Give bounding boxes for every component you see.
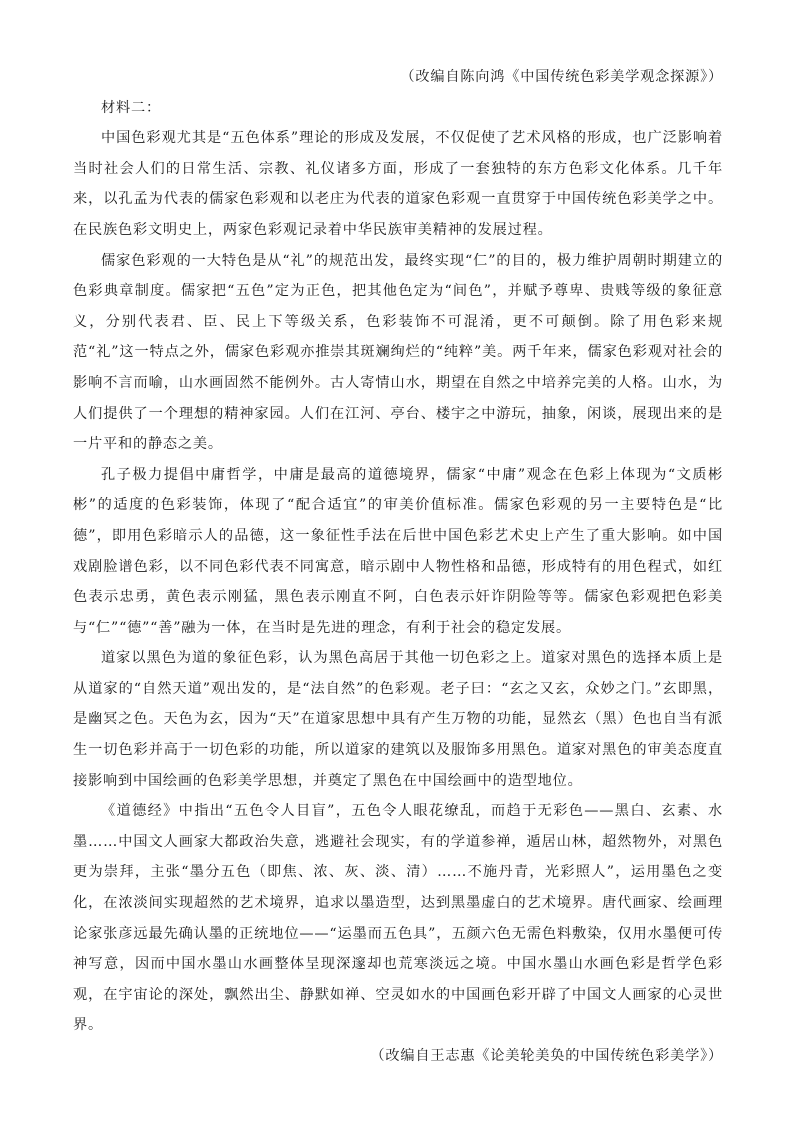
source-citation-bottom: （改编自王志惠《论美轮美奂的中国传统色彩美学》） (370, 1048, 723, 1064)
document-page (73, 62, 723, 1072)
paragraph-1: 中国色彩观尤其是“五色体系”理论的形成及发展，不仅促使了艺术风格的形成，也广泛影响着当时社会人们的日常生活、宗教、礼仪诸多方面，形成了一套独特的东方色彩文化体系。几千年来，以孔孟为代表的儒家色彩观和以老庄为代表的道家色彩观一直贯穿于中国传统色彩美学之中。在民族色彩文明史上，两家色彩观记录着中华民族审美精神的发展过程。 (73, 130, 723, 238)
source-citation-top: （改编自陈向鸿《中国传统色彩美学观念探源》） (400, 69, 723, 85)
paragraph-4: 道家以黑色为道的象征色彩，认为黑色高居于其他一切色彩之上。道家对黑色的选择本质上是从道家的“自然天道”观出发的，是“法自然”的色彩观。老子曰：“玄之又玄，众妙之门。”玄即黑，是幽冥之色。天色为玄，因为“天”在道家思想中具有产生万物的功能，显然玄（黑）色也自当有派生一切色彩并高于一切色彩的功能，所以道家的建筑以及服饰多用黑色。道家对黑色的审美态度直接影响到中国绘画的色彩美学思想，并奠定了黑色在中国绘画中的造型地位。 (73, 650, 723, 789)
paragraph-3: 孔子极力提倡中庸哲学，中庸是最高的道德境界，儒家“中庸”观念在色彩上体现为“文质彬彬”的适度的色彩装饰，体现了“配合适宜”的审美价值标准。儒家色彩观的另一主要特色是“比德”，即用色彩暗示人的品德，这一象征性手法在后世中国色彩艺术史上产生了重大影响。如中国戏剧脸谱色彩，以不同色彩代表不同寓意，暗示剧中人物性格和品德，形成特有的用色程式，如红色表示忠勇，黄色表示刚猛，黑色表示刚直不阿，白色表示奸诈阴险等等。儒家色彩观把色彩美与“仁”“德”“善”融为一体，在当时是先进的理念，有利于社会的稳定发展。 (73, 466, 723, 636)
paragraph-2: 儒家色彩观的一大特色是从“礼”的规范出发，最终实现“仁”的目的，极力维护周朝时期建立的色彩典章制度。儒家把“五色”定为正色，把其他色定为“间色”，并赋予尊卑、贵贱等级的象征意义，分别代表君、臣、民上下等级关系，色彩装饰不可混淆，更不可颠倒。除了用色彩来规范“礼”这一特点之外，儒家色彩观亦推崇其斑斓绚烂的“纯粹”美。两千年来，儒家色彩观对社会的影响不言而喻，山水画固然不能例外。古人寄情山水，期望在自然之中培养完美的人格。山水，为人们提供了一个理想的精神家园。人们在江河、亭台、楼宇之中游玩，抽象，闲谈，展现出来的是一片平和的静态之美。 (73, 252, 723, 453)
paragraph-5: 《道德经》中指出“五色令人目盲”，五色令人眼花缭乱，而趋于无彩色——黑白、玄素、水墨……中国文人画家大都政治失意，逃避社会现实，有的学道参禅，遁居山林，超然物外，对黑色更为崇拜，主张“墨分五色（即焦、浓、灰、淡、清）……不施丹青，光彩照人”，运用墨色之变化，在浓淡间实现超然的艺术境界，追求以墨造型，达到黑墨虚白的艺术境界。唐代画家、绘画理论家张彦远最先确认墨的正统地位——“运墨而五色具”，五颜六色无需色料敷染，仅用水墨便可传神写意，因而中国水墨山水画整体呈现深邃却也荒寒淡远之境。中国水墨山水画色彩是哲学色彩观，在宇宙论的深处，飘然出尘、静默如禅、空灵如水的中国画色彩开辟了中国文人画家的心灵世界。 (73, 803, 723, 1034)
material-heading: 材料二： (101, 99, 161, 116)
